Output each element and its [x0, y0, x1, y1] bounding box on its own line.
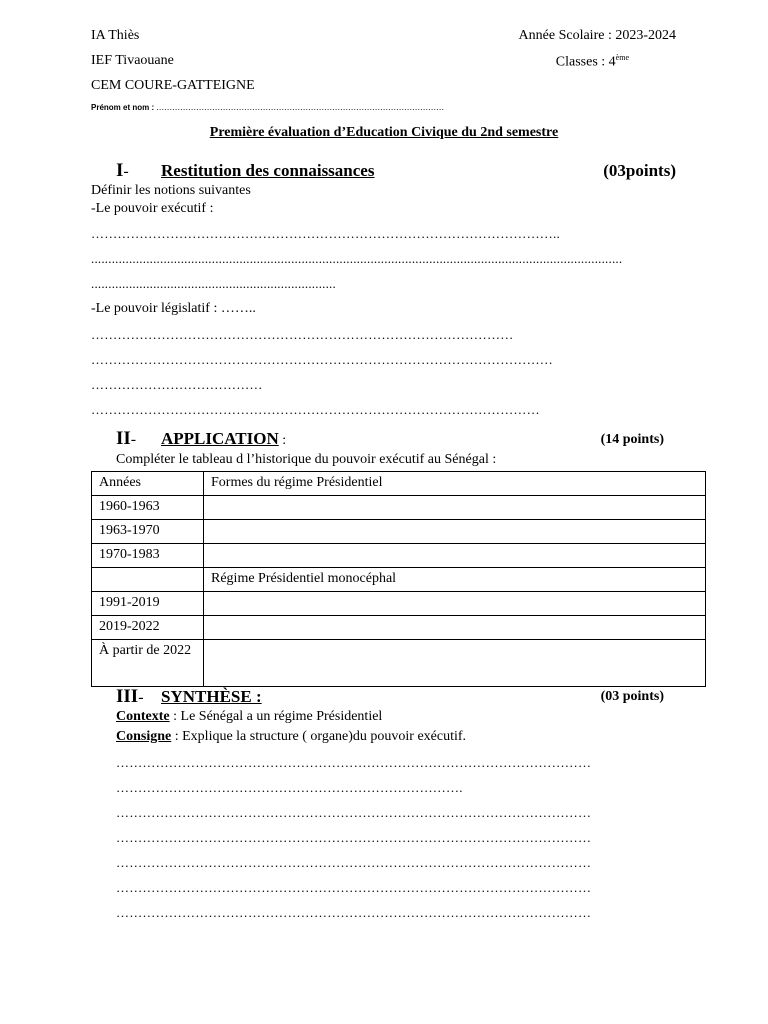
table-header: Formes du régime Présidentiel — [204, 472, 706, 496]
table-row — [92, 496, 706, 520]
table-cell[interactable] — [204, 544, 706, 568]
table-cell[interactable] — [204, 496, 706, 520]
answer-line: ……………………………………………………………………………………………… — [116, 830, 592, 845]
section2-heading: APPLICATION : — [161, 429, 287, 448]
table-cell[interactable] — [204, 616, 706, 640]
table-cell: 1960-1963 — [92, 496, 204, 520]
item-executive-label: -Le pouvoir exécutif : — [91, 201, 214, 216]
section2-instruction: Compléter le tableau d l’historique du pouvoir exécutif au Sénégal : — [116, 452, 497, 467]
answer-line: .......................................................................................................................................................... — [91, 251, 623, 266]
context-line: Contexte : Le Sénégal a un régime Présidentiel — [116, 709, 383, 724]
evaluation-title: Première évaluation d’Education Civique du 2nd semestre — [209, 125, 559, 140]
answer-line: ………………………………………………………………………………………… — [91, 402, 540, 417]
answer-line: …………………………………………………………………………………………… — [91, 352, 553, 367]
answer-line: ……………………………………………………………………………………………… — [116, 880, 592, 895]
answer-line: ……………………………………………………………………. — [116, 780, 463, 795]
table-cell: 1970-1983 — [92, 544, 204, 568]
section1-instruction: Définir les notions suivantes — [91, 183, 251, 198]
section3-heading: SYNTHÈSE : — [161, 687, 262, 706]
section2-numeral: II- — [116, 428, 137, 449]
table-row — [92, 616, 706, 640]
section1-numeral: I- — [116, 160, 129, 181]
table-row — [92, 592, 706, 616]
school-year: Année Scolaire : 2023-2024 — [518, 28, 676, 43]
table-row — [92, 568, 706, 592]
answer-line: ……………………………………………………………………………………………… — [116, 905, 592, 920]
table-cell: 1991-2019 — [92, 592, 204, 616]
table-cell: Régime Présidentiel monocéphal — [204, 568, 706, 592]
answer-line: ……………………………………………………………………………………………… — [116, 805, 592, 820]
table-row — [92, 640, 706, 687]
section1-heading: Restitution des connaissances — [161, 161, 375, 180]
table-cell[interactable] — [204, 640, 706, 687]
section2-points: (14 points) — [600, 432, 664, 447]
answer-line: ....................................................................... — [91, 276, 336, 291]
answer-line: …………………………………………………………………………………… — [91, 327, 514, 342]
table-cell[interactable] — [204, 520, 706, 544]
table-header: Années — [92, 472, 204, 496]
answer-line: ……………………………………………………………………………………………… — [116, 755, 592, 770]
answer-line: …………………………………………………………………………………………….. — [91, 226, 560, 241]
answer-line: ……………………………………………………………………………………………… — [116, 855, 592, 870]
school-ief: IEF Tivaouane — [91, 53, 174, 68]
class-label: Classes : 4ème — [555, 53, 629, 70]
table-cell: À partir de 2022 — [92, 640, 204, 687]
table-cell: 1963-1970 — [92, 520, 204, 544]
table-cell: 2019-2022 — [92, 616, 204, 640]
name-field: Prénom et nom : ……………………………………………………………………………………………… — [91, 103, 445, 112]
answer-line: ………………………………… — [91, 377, 263, 392]
section1-points: (03points) — [603, 161, 676, 180]
school-name: CEM COURE-GATTEIGNE — [91, 78, 255, 93]
section3-points: (03 points) — [600, 689, 664, 704]
section3-numeral: III- — [116, 686, 144, 707]
table-cell[interactable] — [92, 568, 204, 592]
table-row — [92, 544, 706, 568]
item-legislative-label: -Le pouvoir législatif : …….. — [91, 301, 256, 316]
school-inspection: IA Thiès — [91, 28, 140, 43]
table-cell[interactable] — [204, 592, 706, 616]
history-table — [91, 471, 706, 687]
table-header-row — [92, 472, 706, 496]
instruction-line: Consigne : Explique la structure ( organe)du pouvoir exécutif. — [116, 729, 467, 744]
table-row — [92, 520, 706, 544]
